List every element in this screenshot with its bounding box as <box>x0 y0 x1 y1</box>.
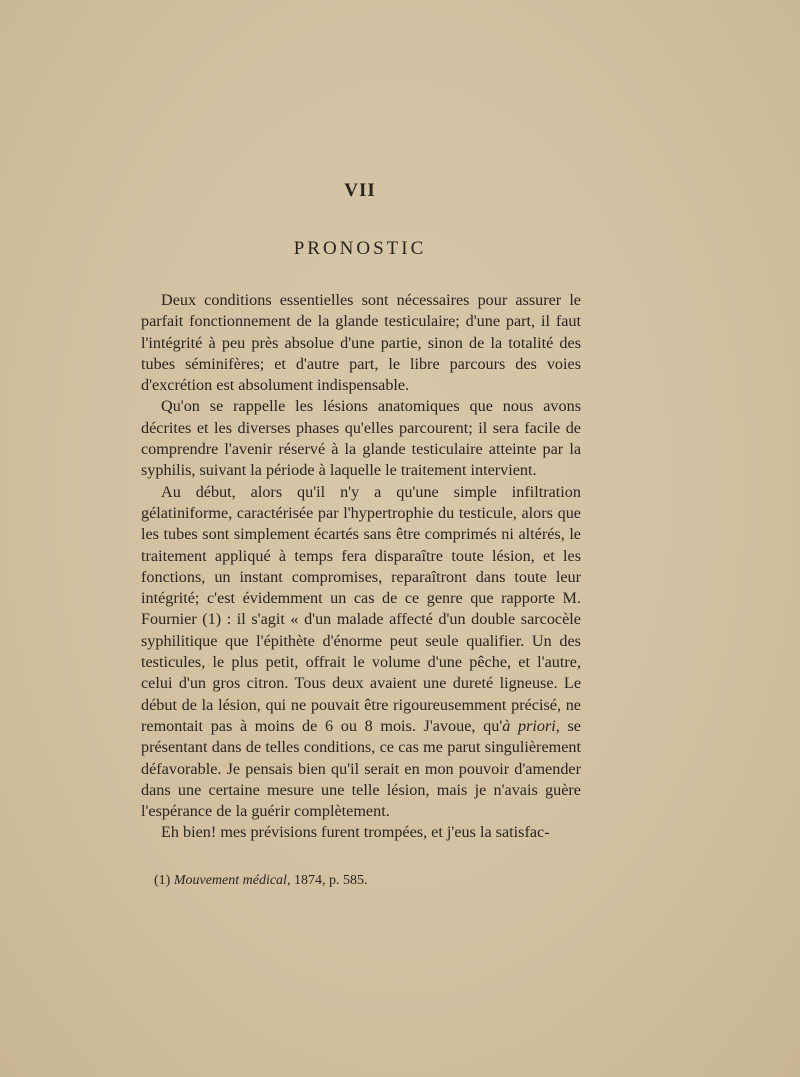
footnote <box>154 872 554 890</box>
chapter-number: VII <box>344 180 376 201</box>
paragraph: Deux conditions essentielles sont nécessaires pour assurer le parfait fonctionnement de la glande testiculaire; d'une part, il faut l'intégrité à peu près absolue d'une partie, sinon de la totalité des tubes séminifères; et d'autre part, le libre parcours des voies d'excrétion est absolument indispensable. <box>141 291 581 395</box>
footnote-details: , 1874, p. 585. <box>286 873 368 888</box>
body-text <box>141 290 581 844</box>
paragraph: Eh bien! mes prévisions furent trompées, et j'eus la satisfac- <box>161 823 550 842</box>
footnote-marker: (1) <box>154 873 171 888</box>
emphasis-text: à priori <box>502 716 556 735</box>
footnote-source: Mouvement médical <box>173 873 287 888</box>
paragraph-text: , se présentant dans de telles conditions, ce cas me parut singulièrement défavorable. Je pensais bien qu'il serait en mon pouvoir d'amender dans une certaine mesure une telle lésion, mais je n'avais guère l'espérance de la guérir complètement. <box>141 716 581 821</box>
paragraph <box>141 482 581 823</box>
paragraph: Qu'on se rappelle les lésions anatomiques que nous avons décrites et les diverses phases qu'elles parcourent; il sera facile de comprendre l'avenir réservé à la glande testiculaire atteinte par la syphilis, suivant la période à laquelle le traitement intervient. <box>141 397 581 480</box>
chapter-title: PRONOSTIC <box>293 238 427 259</box>
paragraph-text: Au début, alors qu'il n'y a qu'une simple infiltration gélatiniforme, caractérisée par l'hypertrophie du testicule, alors que les tubes sont simplement écartés sans être comprimés ni altérés, le traitement appliqué à temps fera disparaître toute lésion, et les fonctions, un instant compromises, reparaîtront dans toute leur intégrité; c'est évidemment un cas de ce genre que rapporte M. Fournier (1) : il s'agit « d'un malade affecté d'un double sarcocèle syphilitique que l'épithète d'énorme peut seule qualifier. Un des testicules, le plus petit, offrait le volume d'une pêche, et l'autre, celui d'un gros citron. Tous deux avaient une dureté ligneuse. Le début de la lésion, qui ne pouvait être rigoureusemment précisé, ne remontait pas à moins de 6 ou 8 mois. J'avoue, qu' <box>141 482 581 735</box>
